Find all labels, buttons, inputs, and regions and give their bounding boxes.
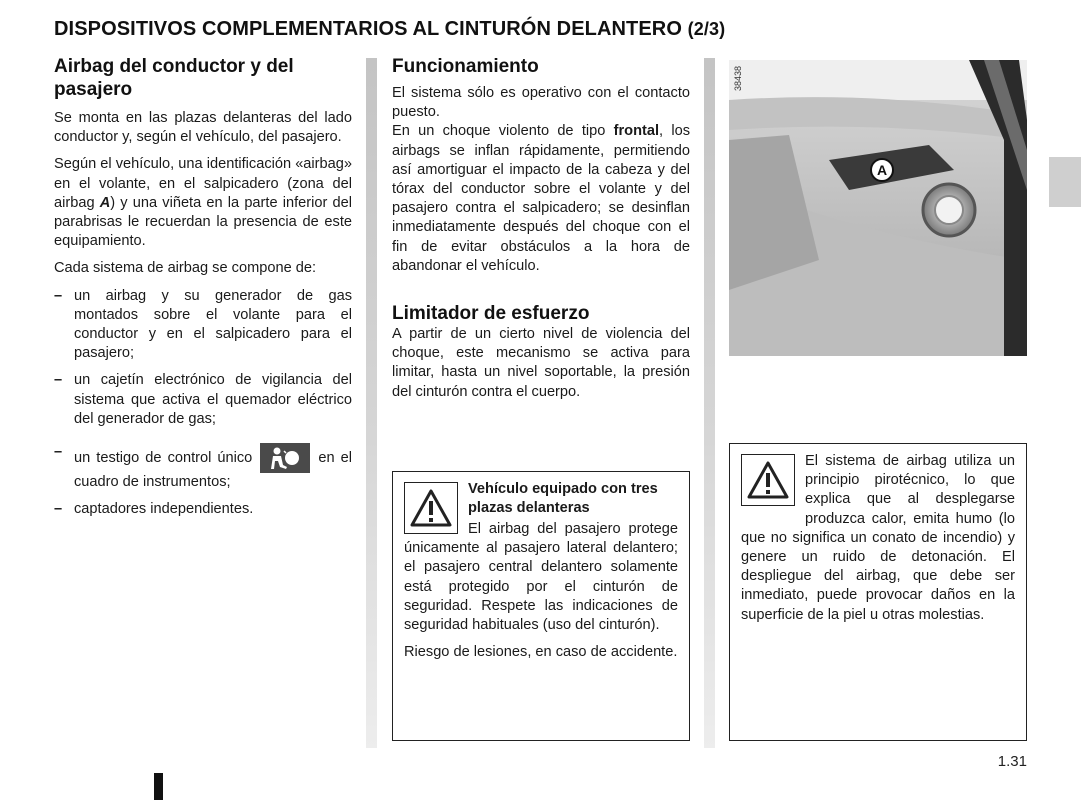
list-item: – captadores independientes. (54, 500, 352, 519)
photo-label-a: A (876, 162, 888, 178)
page-title (54, 18, 954, 41)
paragraph: Cada sistema de airbag se compone de: (54, 260, 317, 277)
left-column (54, 55, 352, 527)
section-heading-airbag: Airbag del conductor y del pasajero (54, 56, 294, 100)
zone-letter: A (99, 194, 111, 211)
warning-text: El sistema de airbag utiliza un principio pirotécnico, lo que explica que al desplegarse produzca calor, emita humo (lo que no significa un conato de incendio) y genere un ruido de detonación. El despliegue del airbag, que debe ser inmediato, puede provocar daños en la superficie de la piel u otras molestias. (741, 453, 1015, 623)
warning-text: Riesgo de lesiones, en caso de accidente. (404, 644, 678, 661)
airbag-warning-lamp-icon (260, 443, 310, 473)
warning-text: El airbag del pasajero protege únicamente al pasajero lateral delantero; el pasajero central delantero solamente está protegido por el cinturón de seguridad. Respete las indicaciones de seguridad habituales (uso del cinturón). (404, 521, 678, 634)
paragraph: Según el vehículo, una identificación «airbag» en el volante, en el salpicadero (zona del airbag A) y una viñeta en la parte inferior del parabrisas le recuerdan la presencia de este equipamiento. (54, 156, 352, 250)
paragraph: En un choque violento de tipo frontal, los airbags se inflan rápidamente, permitiendo así amortiguar el impacto de la cabeza y del tórax del conductor sobre el volante y del pasajero contra el salpicadero; se desinflan inmediatamente después del choque con el fin de evitar obstáculos a la hora de abandonar el vehículo. (392, 123, 691, 274)
crop-mark (154, 773, 163, 800)
column-gutter-right (704, 58, 715, 748)
photo-reference-code: 38438 (733, 66, 743, 92)
paragraph: Se monta en las plazas delanteras del lado conductor y, según el vehículo, del pasajero. (54, 110, 352, 146)
list-item: – un testigo de control único en el cuadro de instrumentos; (54, 443, 352, 492)
paragraph: El sistema sólo es operativo con el contacto puesto. (392, 85, 690, 121)
paragraph: A partir de un cierto nivel de violencia del choque, este mecanismo se activa para limitar, hasta un nivel soportable, la presión del cinturón contra el cuerpo. (392, 326, 690, 400)
column-gutter-left (366, 58, 377, 748)
page-title-text: DISPOSITIVOS COMPLEMENTARIOS AL CINTURÓN DELANTERO (54, 18, 682, 40)
list-item: – un cajetín electrónico de vigilancia del sistema que activa el quemador eléctrico del generador de gas; (54, 371, 352, 429)
warning-box-pyrotechnic (729, 443, 1027, 741)
page-number: 1.31 (997, 753, 1027, 770)
chapter-thumb-tab (1049, 157, 1081, 207)
component-list (54, 287, 352, 520)
dashboard-photo (729, 60, 1027, 356)
list-item: – un airbag y su generador de gas montados sobre el volante para el conductor y en el salpicadero para el pasajero; (54, 287, 352, 364)
page-part-indicator: (2/3) (687, 19, 726, 39)
section-heading-functioning: Funcionamiento (392, 56, 539, 77)
warning-triangle-icon (741, 454, 795, 506)
warning-box-three-seats (392, 471, 690, 741)
warning-title: Vehículo equipado con tres plazas delanteras (468, 481, 658, 516)
warning-triangle-icon (404, 482, 458, 534)
middle-column (392, 55, 690, 402)
section-heading-load-limiter: Limitador de esfuerzo (392, 303, 590, 325)
